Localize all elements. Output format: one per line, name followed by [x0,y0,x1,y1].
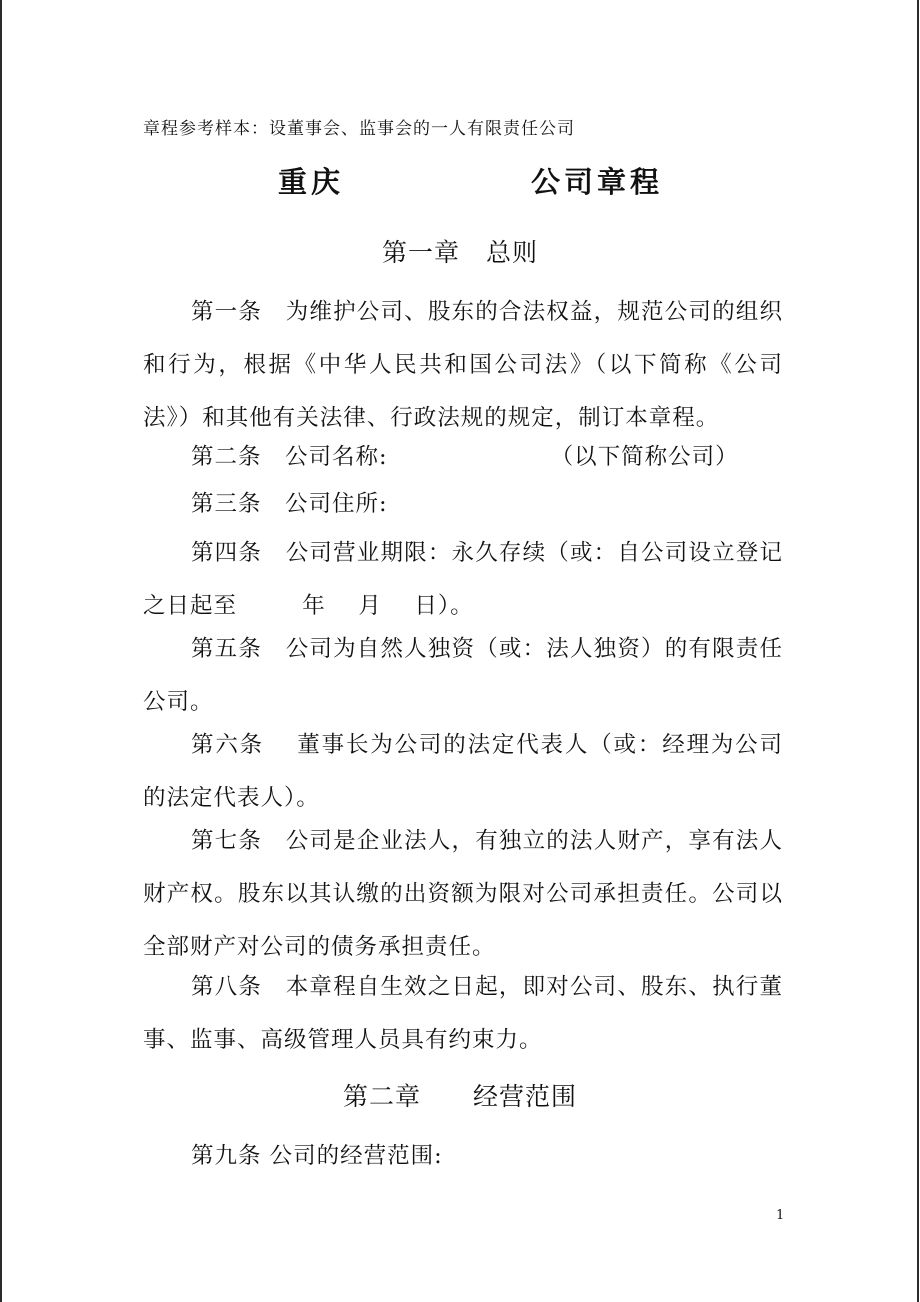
page-number: 1 [776,1208,785,1223]
document-title [0,160,920,200]
title-right: 公司章程 [531,165,664,199]
chapter-heading-2: 第二章 经营范围 [342,1082,577,1111]
article-7: 第七条 公司是企业法人，有独立的法人财产，享有法人财产权。股东以其认缴的出资额为限对公司承担责任。公司以全部财产对公司的债务承担责任。 [143,828,783,960]
article-3: 第三条 公司住所: [191,491,388,517]
article-5: 第五条 公司为自然人独资（或：法人独资）的有限责任公司。 [143,636,783,715]
chapter-heading-1: 第一章 总则 [381,238,538,267]
article-9: 第九条 公司的经营范围: [191,1143,443,1169]
article-2: 第二条 公司名称: （以下简称公司） [191,444,739,470]
article-4: 第四条 公司营业期限：永久存续（或：自公司设立登记之日起至 年 月 日）。 [143,540,783,619]
document-header: 章程参考样本：设董事会、监事会的一人有限责任公司 [143,119,575,139]
article-8: 第八条 本章程自生效之日起，即对公司、股东、执行董事、监事、高级管理人员具有约束力。 [143,974,783,1053]
article-1: 第一条 为维护公司、股东的合法权益，规范公司的组织和行为，根据《中华人民共和国公司法》（以下简称《公司法》）和其他有关法律、行政法规的规定，制订本章程。 [143,299,783,431]
article-6: 第六条 董事长为公司的法定代表人（或：经理为公司的法定代表人）。 [143,732,783,811]
title-left: 重庆 [278,165,345,199]
